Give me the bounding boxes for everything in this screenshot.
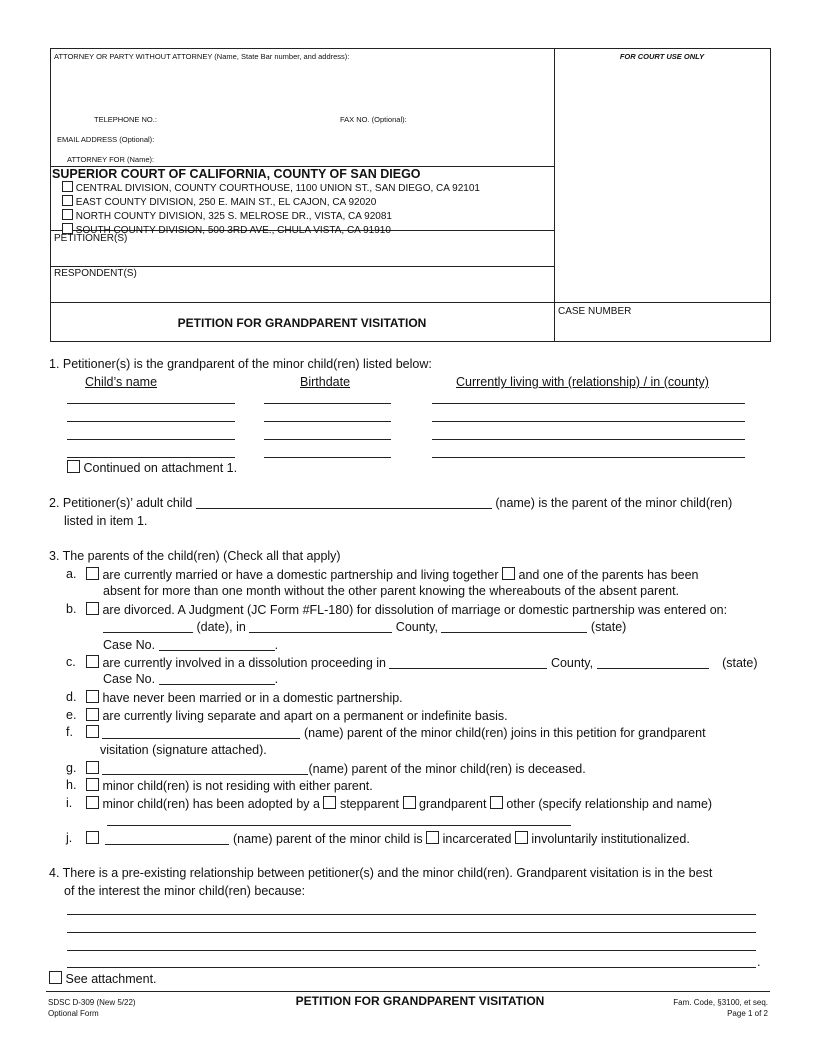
footer-page: Page 1 of 2: [727, 1009, 768, 1018]
footer-code: Fam. Code, §3100, et seq.: [673, 998, 768, 1007]
item3-b-text1: are divorced. A Judgment (JC Form #FL-180) for dissolution of marriage or domestic partnership was entered on:: [102, 603, 728, 617]
checkbox-3i-grandparent[interactable]: [403, 796, 416, 809]
attorney-for-field[interactable]: [166, 152, 550, 165]
item3-h-line: [86, 778, 373, 793]
item3-j-letter: j.: [66, 831, 73, 845]
child-living-field-3[interactable]: [432, 439, 745, 440]
item3-j-text1: (name) parent of the minor child is: [232, 832, 423, 846]
checkbox-north[interactable]: [62, 209, 73, 220]
judgment-state-field[interactable]: [441, 621, 587, 633]
item3-b-line3: Case No. .: [103, 638, 279, 652]
institutionalized-parent-name-field[interactable]: [105, 833, 229, 845]
division-label: EAST COUNTY DIVISION, 250 E. MAIN ST., EL CAJON, CA 92020: [75, 197, 377, 208]
item3-j-opt1: incarcerated: [442, 832, 512, 846]
child-name-field-2[interactable]: [67, 421, 235, 422]
continued-checkbox[interactable]: [67, 460, 80, 473]
item1-text: 1. Petitioner(s) is the grandparent of the minor child(ren) listed below:: [49, 357, 432, 371]
see-attachment-checkbox[interactable]: [49, 971, 62, 984]
item3-i-text1: minor child(ren) has been adopted by a: [102, 797, 320, 811]
see-attachment-label: See attachment.: [65, 972, 157, 986]
case-number-label: CASE NUMBER: [558, 306, 632, 317]
item3-g-text: (name) parent of the minor child(ren) is deceased.: [308, 762, 586, 776]
item3-c-letter: c.: [66, 655, 76, 669]
division-central: [62, 181, 480, 195]
item3-a-line1: [86, 567, 699, 582]
deceased-parent-name-field[interactable]: [102, 763, 308, 775]
email-label: EMAIL ADDRESS (Optional):: [57, 135, 155, 144]
case-number-field[interactable]: [558, 320, 768, 338]
attorney-info-field[interactable]: [52, 62, 552, 112]
footer-form-number: SDSC D-309 (New 5/22): [48, 998, 136, 1007]
item3-d-text: have never been married or in a domestic partnership.: [102, 691, 403, 705]
respondent-label: RESPONDENT(S): [54, 268, 137, 279]
col-child-name: Child’s name: [85, 375, 158, 389]
child-living-field-4[interactable]: [432, 457, 745, 458]
division-label: CENTRAL DIVISION, COUNTY COURTHOUSE, 1100 UNION ST., SAN DIEGO, CA 92101: [75, 183, 480, 194]
item3-j-line: [86, 831, 690, 846]
checkbox-3c[interactable]: [86, 655, 99, 668]
reason-period: .: [757, 955, 761, 969]
item3-a-text1: are currently married or have a domestic partnership and living together: [102, 568, 499, 582]
division-label: SOUTH COUNTY DIVISION, 500 3RD AVE., CHULA VISTA, CA 91910: [75, 225, 391, 236]
item3-i-opt2: grandparent: [419, 797, 487, 811]
item3-b-date-label: (date), in: [196, 620, 246, 634]
judgment-date-field[interactable]: [103, 621, 193, 633]
footer-optional: Optional Form: [48, 1009, 99, 1018]
item3-a-line3: absent for more than one month without the other parent knowing the whereabouts of the absent parent.: [103, 584, 680, 598]
item3-g-letter: g.: [66, 761, 77, 775]
item3-d-letter: d.: [66, 690, 77, 704]
telephone-label: TELEPHONE NO.:: [94, 115, 157, 124]
attorney-label: ATTORNEY OR PARTY WITHOUT ATTORNEY (Name, State Bar number, and address):: [54, 52, 350, 61]
footer-title: PETITION FOR GRANDPARENT VISITATION: [295, 994, 545, 1008]
fax-field[interactable]: [414, 112, 550, 126]
form-title: PETITION FOR GRANDPARENT VISITATION: [177, 316, 427, 330]
item3-i-opt3: other (specify relationship and name): [506, 797, 713, 811]
item3-b-line1: [86, 602, 727, 617]
item3-b-state-label: (state): [590, 620, 627, 634]
child-living-field-1[interactable]: [432, 403, 745, 404]
item3-c-county-label: County,: [550, 656, 594, 670]
item3-c-case-label: Case No.: [103, 672, 156, 686]
item3-j-opt2: involuntarily institutionalized.: [531, 832, 690, 846]
reason-field-1[interactable]: [67, 914, 756, 915]
item2-line1: [49, 496, 732, 510]
checkbox-3a[interactable]: [86, 567, 99, 580]
checkbox-3i[interactable]: [86, 796, 99, 809]
checkbox-3j-incarcerated[interactable]: [426, 831, 439, 844]
checkbox-3j-institutionalized[interactable]: [515, 831, 528, 844]
item3-c-state-label: (state): [722, 656, 758, 670]
item2-line2: listed in item 1.: [64, 514, 148, 528]
item3-g-line: [86, 761, 586, 776]
dissolution-state-field[interactable]: [597, 657, 709, 669]
item3-b-letter: b.: [66, 602, 77, 616]
respondent-field[interactable]: [52, 281, 552, 300]
checkbox-central[interactable]: [62, 181, 73, 192]
adult-child-name-field[interactable]: [196, 497, 492, 509]
item3-intro: 3. The parents of the child(ren) (Check all that apply): [49, 549, 341, 563]
child-living-field-2[interactable]: [432, 421, 745, 422]
item3-a-text2: and one of the parents has been: [518, 568, 699, 582]
item2-text-a: 2. Petitioner(s)’ adult child: [49, 496, 193, 510]
petitioner-field[interactable]: [52, 246, 552, 264]
checkbox-3h[interactable]: [86, 778, 99, 791]
continued-label: Continued on attachment 1.: [83, 461, 238, 475]
checkbox-3f[interactable]: [86, 725, 99, 738]
child-name-field-4[interactable]: [67, 457, 235, 458]
checkbox-3b[interactable]: [86, 602, 99, 615]
checkbox-3g[interactable]: [86, 761, 99, 774]
division-label: NORTH COUNTY DIVISION, 325 S. MELROSE DR., VISTA, CA 92081: [75, 211, 392, 222]
checkbox-3j[interactable]: [86, 831, 99, 844]
item3-b-county-label: County,: [395, 620, 438, 634]
attorney-for-label: ATTORNEY FOR (Name):: [67, 155, 155, 164]
email-field[interactable]: [166, 132, 550, 146]
division-east: [62, 195, 480, 209]
checkbox-3i-stepparent[interactable]: [323, 796, 336, 809]
see-attachment: [49, 971, 157, 986]
child-birthdate-field-2[interactable]: [264, 421, 391, 422]
item3-c-line1: [86, 655, 758, 670]
col-living-with: Currently living with (relationship) / in (county): [456, 375, 709, 389]
item3-i-opt1: stepparent: [339, 797, 400, 811]
continued-attachment-1: [67, 460, 237, 475]
footer-divider: [46, 991, 770, 992]
item4-line1: 4. There is a pre-existing relationship between petitioner(s) and the minor child(ren). Grandparent visitation is in the best: [49, 866, 713, 880]
item2-text-b: (name) is the parent of the minor child(ren): [495, 496, 733, 510]
col-birthdate: Birthdate: [300, 375, 351, 389]
item3-a-letter: a.: [66, 567, 77, 581]
reason-field-3[interactable]: [67, 950, 756, 951]
petitioner-label: PETITIONER(S): [54, 233, 128, 244]
item3-f-letter: f.: [66, 725, 73, 739]
item3-h-text: minor child(ren) is not residing with either parent.: [102, 779, 373, 793]
item3-e-text: are currently living separate and apart on a permanent or indefinite basis.: [102, 709, 508, 723]
item3-i-letter: i.: [66, 796, 73, 810]
child-birthdate-field-1[interactable]: [264, 403, 391, 404]
item3-e-line: [86, 708, 508, 723]
item3-f-line1: [86, 725, 706, 740]
court-use-area: [556, 62, 768, 300]
reason-field-4[interactable]: [67, 967, 756, 968]
child-name-field-1[interactable]: [67, 403, 235, 404]
child-birthdate-field-4[interactable]: [264, 457, 391, 458]
child-name-field-3[interactable]: [67, 439, 235, 440]
item3-c-text1: are currently involved in a dissolution proceeding in: [102, 656, 386, 670]
item3-f-line2: visitation (signature attached).: [100, 743, 267, 757]
court-name: SUPERIOR COURT OF CALIFORNIA, COUNTY OF SAN DIEGO: [52, 167, 421, 181]
adoption-specify-field[interactable]: [107, 825, 571, 826]
checkbox-3e[interactable]: [86, 708, 99, 721]
item3-b-case-label: Case No.: [103, 638, 156, 652]
checkbox-3d[interactable]: [86, 690, 99, 703]
dissolution-county-field[interactable]: [389, 657, 547, 669]
joining-parent-name-field[interactable]: [102, 727, 300, 739]
judgment-case-field[interactable]: [159, 639, 275, 651]
item3-e-letter: e.: [66, 708, 77, 722]
item3-b-line2: [103, 620, 626, 634]
court-use-label: FOR COURT USE ONLY: [619, 52, 705, 61]
item3-h-letter: h.: [66, 778, 77, 792]
item3-d-line: [86, 690, 403, 705]
telephone-field[interactable]: [164, 112, 324, 126]
fax-label: FAX NO. (Optional):: [340, 115, 407, 124]
item3-i-line1: [86, 796, 712, 811]
dissolution-case-field[interactable]: [159, 673, 275, 685]
checkbox-3a-absent[interactable]: [502, 567, 515, 580]
item3-f-text1: (name) parent of the minor child(ren) joins in this petition for grandparent: [303, 726, 706, 740]
division-list: [62, 181, 480, 237]
division-north: [62, 209, 480, 223]
judgment-county-field[interactable]: [249, 621, 392, 633]
item3-c-line2: Case No. .: [103, 672, 279, 686]
checkbox-3i-other[interactable]: [490, 796, 503, 809]
reason-field-2[interactable]: [67, 932, 756, 933]
child-birthdate-field-3[interactable]: [264, 439, 391, 440]
item4-line2: of the interest the minor child(ren) because:: [64, 884, 306, 898]
checkbox-east[interactable]: [62, 195, 73, 206]
